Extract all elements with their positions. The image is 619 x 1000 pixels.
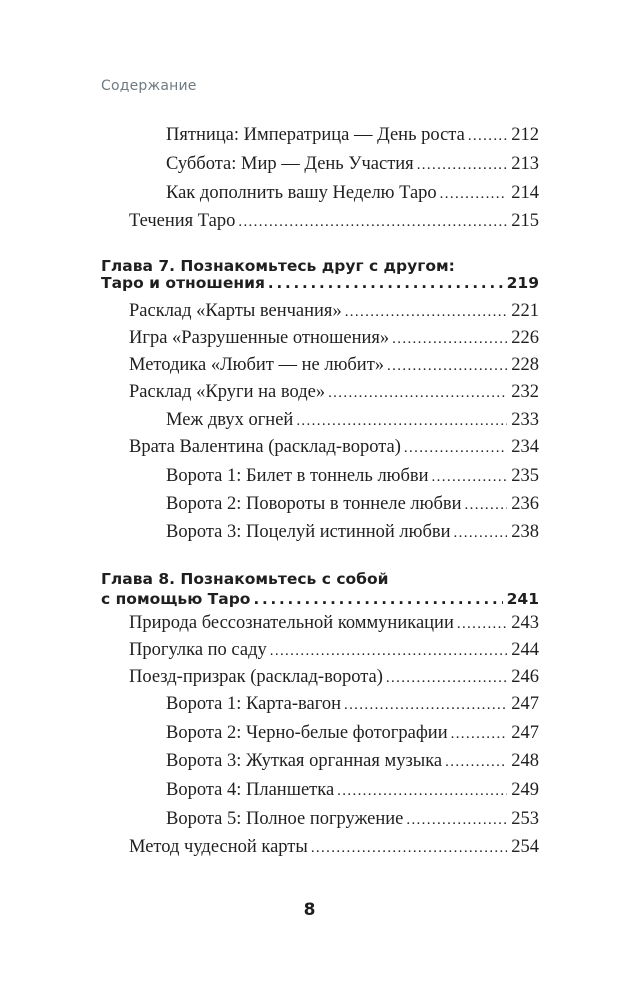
toc-entry-title: Меж двух огней — [166, 410, 294, 430]
page-number: 8 — [303, 900, 316, 920]
toc-entry[interactable] — [129, 207, 539, 236]
dot-leader — [344, 691, 507, 719]
toc-entry-title: Прогулка по саду — [129, 640, 267, 660]
dot-leader — [328, 379, 507, 407]
toc-entry-title: Ворота 1: Карта-вагон — [166, 694, 341, 714]
toc-entry-title: Природа бессознательной коммуникации — [129, 613, 454, 633]
dot-leader — [457, 610, 507, 638]
toc-entry-title: Ворота 5: Полное погружение — [166, 809, 404, 829]
toc-entry-title: Пятница: Императрица — День роста — [166, 125, 465, 145]
toc-entry-title: Ворота 3: Жуткая органная музыка — [166, 751, 443, 771]
chapter-7-entry[interactable] — [101, 269, 539, 297]
toc-entry-title: Поезд-призрак (расклад-ворота) — [129, 667, 383, 687]
toc-entry[interactable] — [129, 433, 539, 462]
chapter-7-heading[interactable]: Глава 7. Познакомьтесь друг с другом: — [101, 257, 455, 275]
chapter-title: Таро и отношения — [101, 274, 265, 292]
dot-leader — [345, 298, 508, 326]
dot-leader — [311, 834, 507, 862]
chapter-page: 219 — [506, 274, 539, 292]
toc-entry-page: 253 — [511, 809, 539, 829]
toc-entry-title: Расклад «Карты венчания» — [129, 301, 342, 321]
dot-leader — [432, 463, 508, 491]
dot-leader — [454, 519, 508, 547]
toc-entry[interactable] — [166, 490, 539, 519]
dot-leader — [445, 748, 507, 776]
running-header: Содержание — [101, 78, 197, 94]
toc-entry-page: 244 — [511, 640, 539, 660]
toc-entry[interactable] — [129, 663, 539, 692]
toc-entry-page: 248 — [511, 751, 539, 771]
toc-entry[interactable] — [166, 462, 539, 491]
toc-entry-page: 247 — [511, 694, 539, 714]
dot-leader — [451, 720, 508, 748]
dot-leader — [238, 208, 507, 236]
toc-entry[interactable] — [166, 747, 539, 776]
toc-entry-title: Как дополнить вашу Неделю Таро — [166, 183, 437, 203]
toc-entry[interactable] — [166, 719, 539, 748]
chapter-title: с помощью Таро — [101, 590, 251, 608]
dot-leader — [417, 151, 508, 179]
toc-entry-title: Ворота 3: Поцелуй истинной любви — [166, 522, 451, 542]
dot-leader — [268, 269, 503, 297]
dot-leader — [270, 637, 508, 665]
toc-entry-page: 249 — [511, 780, 539, 800]
toc-entry-page: 247 — [511, 723, 539, 743]
toc-entry-page: 215 — [511, 211, 539, 231]
toc-entry-title: Ворота 1: Билет в тоннель любви — [166, 466, 429, 486]
toc-entry[interactable] — [129, 609, 539, 638]
toc-entry[interactable] — [166, 690, 539, 719]
dot-leader — [404, 434, 507, 462]
toc-entry[interactable] — [166, 776, 539, 805]
toc-entry-title: Ворота 2: Черно-белые фотографии — [166, 723, 448, 743]
toc-entry-title: Врата Валентина (расклад-ворота) — [129, 437, 401, 457]
toc-entry-title: Течения Таро — [129, 211, 236, 231]
dot-leader — [440, 180, 508, 208]
toc-entry-page: 221 — [511, 301, 539, 321]
toc-entry[interactable] — [129, 324, 539, 353]
toc-entry-page: 234 — [511, 437, 539, 457]
toc-entry[interactable] — [166, 406, 539, 435]
dot-leader — [465, 491, 508, 519]
toc-entry-page: 214 — [511, 183, 539, 203]
toc-entry-page: 236 — [511, 494, 539, 514]
toc-entry-title: Метод чудесной карты — [129, 837, 308, 857]
dot-leader — [296, 407, 507, 435]
toc-entry-title: Методика «Любит — не любит» — [129, 355, 385, 375]
toc-entry[interactable] — [166, 179, 539, 208]
toc-entry[interactable] — [129, 351, 539, 380]
toc-entry-page: 228 — [511, 355, 539, 375]
toc-entry-page: 226 — [511, 328, 539, 348]
toc-entry-title: Ворота 2: Повороты в тоннеле любви — [166, 494, 462, 514]
toc-entry[interactable] — [166, 150, 539, 179]
chapter-page: 241 — [506, 590, 539, 608]
toc-entry-page: 235 — [511, 466, 539, 486]
chapter-8-heading[interactable]: Глава 8. Познакомьтесь с собой — [101, 570, 389, 588]
toc-entry-title: Ворота 4: Планшетка — [166, 780, 335, 800]
dot-leader — [337, 777, 507, 805]
dot-leader — [392, 325, 507, 353]
dot-leader — [387, 352, 507, 380]
toc-entry[interactable] — [129, 833, 539, 862]
toc-entry-page: 238 — [511, 522, 539, 542]
toc-entry[interactable] — [166, 518, 539, 547]
toc-entry-title: Суббота: Мир — День Участия — [166, 154, 414, 174]
toc-entry-page: 232 — [511, 382, 539, 402]
toc-entry-page: 212 — [511, 125, 539, 145]
dot-leader — [386, 664, 507, 692]
toc-entry[interactable] — [129, 636, 539, 665]
toc-entry-page: 213 — [511, 154, 539, 174]
toc-entry-title: Игра «Разрушенные отношения» — [129, 328, 390, 348]
toc-entry[interactable] — [129, 297, 539, 326]
toc-entry[interactable] — [166, 121, 539, 150]
toc-entry[interactable] — [166, 805, 539, 834]
dot-leader — [468, 122, 507, 150]
toc-entry-title: Расклад «Круги на воде» — [129, 382, 326, 402]
toc-entry[interactable] — [129, 378, 539, 407]
toc-entry-page: 246 — [511, 667, 539, 687]
toc-entry-page: 233 — [511, 410, 539, 430]
dot-leader — [406, 806, 507, 834]
toc-entry-page: 243 — [511, 613, 539, 633]
toc-entry-page: 254 — [511, 837, 539, 857]
